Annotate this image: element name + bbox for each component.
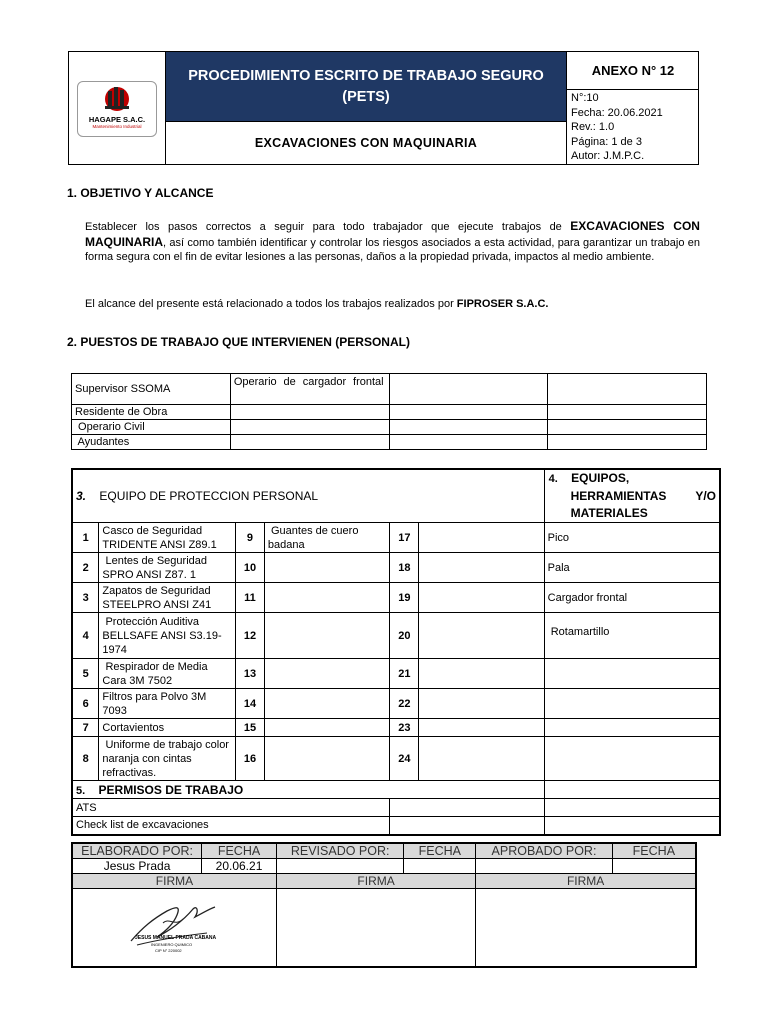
table-cell	[390, 817, 544, 835]
equipment-item	[544, 659, 720, 689]
ppe-number: 10	[235, 553, 264, 583]
section-4-heading-line2b: Y/O	[695, 489, 716, 503]
ppe-item	[264, 689, 390, 719]
ppe-item	[419, 719, 544, 737]
table-cell	[548, 405, 707, 420]
section-4-heading-line3: MATERIALES	[570, 506, 648, 520]
ppe-item	[264, 737, 390, 781]
ppe-item: Guantes de cuero badana	[264, 523, 390, 553]
doc-page: Página: 1 de 3	[571, 135, 642, 148]
ppe-number: 2	[72, 553, 99, 583]
ppe-item	[264, 553, 390, 583]
document-metadata	[566, 90, 698, 164]
table-cell: Supervisor SSOMA	[72, 374, 231, 405]
elaborado-date: 20.06.21	[202, 859, 277, 874]
table-cell	[544, 781, 720, 799]
fecha-label: FECHA	[612, 843, 696, 859]
ppe-item: Filtros para Polvo 3M 7093	[99, 689, 236, 719]
signature-stamp-cip: CIP N° 220002	[155, 948, 182, 953]
title-line-2: (PETS)	[342, 89, 390, 105]
firma-label: FIRMA	[276, 874, 475, 889]
ppe-item	[419, 523, 544, 553]
revisado-name	[276, 859, 404, 874]
table-row	[72, 405, 707, 420]
section-2-heading: 2. PUESTOS DE TRABAJO QUE INTERVIENEN (PERSONAL)	[67, 335, 410, 349]
ppe-number: 18	[390, 553, 419, 583]
equipment-item: Pala	[544, 553, 720, 583]
table-cell	[230, 405, 389, 420]
table-cell	[389, 435, 548, 450]
ppe-number: 14	[235, 689, 264, 719]
equipment-item	[544, 719, 720, 737]
ppe-item	[264, 583, 390, 613]
section-1-heading: 1. OBJETIVO Y ALCANCE	[67, 186, 214, 200]
table-row	[72, 523, 720, 553]
table-row	[72, 689, 720, 719]
ppe-item: Respirador de Media Cara 3M 7502	[99, 659, 236, 689]
approval-table	[71, 842, 697, 968]
section-4-heading-line2a: HERRAMIENTAS	[570, 489, 667, 503]
signature-stamp-title: INGENIERO QUIMICO	[151, 942, 193, 947]
logo-tagline: Mantenimiento Industrial	[92, 124, 142, 129]
section-4-number: 4.	[548, 473, 558, 485]
ppe-item	[419, 583, 544, 613]
revisado-label: REVISADO POR:	[276, 843, 404, 859]
ppe-number: 15	[235, 719, 264, 737]
ppe-item: Protección Auditiva BELLSAFE ANSI S3.19-1974	[99, 613, 236, 659]
doc-date: Fecha: 20.06.2021	[571, 106, 663, 119]
ppe-number: 17	[390, 523, 419, 553]
permit-item: Check list de excavaciones	[72, 817, 390, 835]
table-row	[72, 843, 696, 859]
table-row	[72, 469, 720, 523]
ppe-item	[264, 659, 390, 689]
ppe-number: 20	[390, 613, 419, 659]
table-row	[72, 737, 720, 781]
ppe-item	[419, 689, 544, 719]
table-row	[72, 889, 696, 967]
table-cell	[230, 435, 389, 450]
aprobado-date	[612, 859, 696, 874]
logo-cell	[69, 52, 166, 164]
ppe-item: Casco de Seguridad TRIDENTE ANSI Z89.1	[99, 523, 236, 553]
doc-number: N°:10	[571, 92, 599, 104]
ppe-number: 6	[72, 689, 99, 719]
logo-company-name: HAGAPE S.A.C.	[88, 115, 146, 124]
signature-elaborado	[72, 889, 276, 967]
equipment-item	[544, 737, 720, 781]
table-cell	[548, 374, 707, 405]
ppe-item	[419, 613, 544, 659]
table-cell	[544, 817, 720, 835]
ppe-number: 19	[390, 583, 419, 613]
equipment-item: Cargador frontal	[544, 583, 720, 613]
revisado-date	[404, 859, 476, 874]
ppe-heading-cell	[72, 469, 544, 523]
table-row	[72, 435, 707, 450]
table-cell: Residente de Obra	[72, 405, 231, 420]
document-header	[68, 51, 699, 165]
ppe-item	[264, 719, 390, 737]
ppe-number: 11	[235, 583, 264, 613]
table-cell	[548, 435, 707, 450]
table-row	[72, 781, 720, 799]
ppe-number: 1	[72, 523, 99, 553]
personnel-table	[71, 373, 707, 450]
fecha-label: FECHA	[202, 843, 277, 859]
table-row	[72, 719, 720, 737]
elaborado-label: ELABORADO POR:	[72, 843, 202, 859]
ppe-equipment-table	[71, 468, 721, 836]
fecha-label: FECHA	[404, 843, 476, 859]
ppe-item	[264, 613, 390, 659]
ppe-number: 22	[390, 689, 419, 719]
section-3-heading: EQUIPO DE PROTECCION PERSONAL	[99, 489, 319, 503]
table-cell	[389, 420, 548, 435]
table-row	[72, 659, 720, 689]
permit-item: ATS	[72, 799, 390, 817]
table-row	[72, 553, 720, 583]
firma-label: FIRMA	[72, 874, 276, 889]
table-row	[72, 859, 696, 874]
section-4-heading-line1: EQUIPOS,	[571, 471, 630, 485]
section-4-heading	[544, 469, 720, 523]
table-cell	[389, 405, 548, 420]
document-subtitle: EXCAVACIONES CON MAQUINARIA	[166, 121, 566, 165]
table-cell	[230, 420, 389, 435]
ppe-number: 7	[72, 719, 99, 737]
section-5-number: 5.	[76, 784, 86, 797]
scope-paragraph	[85, 297, 700, 312]
title-line-1: PROCEDIMIENTO ESCRITO DE TRABAJO SEGURO	[188, 68, 544, 84]
aprobado-label: APROBADO POR:	[476, 843, 613, 859]
elaborado-name: Jesus Prada	[72, 859, 202, 874]
ppe-number: 23	[390, 719, 419, 737]
table-cell: Operario Civil	[72, 420, 231, 435]
scope-text: El alcance del presente está relacionado a todos los trabajos realizados por	[85, 298, 457, 310]
ppe-item	[419, 659, 544, 689]
equipment-item: Pico	[544, 523, 720, 553]
aprobado-name	[476, 859, 613, 874]
firma-label: FIRMA	[476, 874, 696, 889]
company-logo	[77, 81, 157, 137]
table-row	[72, 874, 696, 889]
objective-text-end: , así como también identificar y controlar los riesgos asociados a esta actividad, para garantizar un trabajo en forma segura con el fin de evitar lesiones a las personas, daños a la propiedad privada, impactos al medio ambiente.	[85, 236, 700, 264]
objective-paragraph	[85, 219, 700, 265]
section-5-title: PERMISOS DE TRABAJO	[98, 782, 244, 797]
section-5-heading	[72, 781, 544, 799]
table-row	[72, 817, 720, 835]
ppe-number: 4	[72, 613, 99, 659]
signature-stamp-name: JESUS MANUEL PRADA CABANA	[135, 935, 217, 941]
ppe-item: Zapatos de Seguridad STEELPRO ANSI Z41	[99, 583, 236, 613]
ppe-number: 8	[72, 737, 99, 781]
ppe-number: 24	[390, 737, 419, 781]
ppe-number: 21	[390, 659, 419, 689]
table-cell: Operario de cargador frontal	[230, 374, 389, 405]
table-row	[72, 613, 720, 659]
signature-revisado	[276, 889, 475, 967]
ppe-number: 5	[72, 659, 99, 689]
table-row	[72, 799, 720, 817]
table-row	[72, 420, 707, 435]
ppe-item: Uniforme de trabajo color naranja con cintas refractivas.	[99, 737, 236, 781]
equipment-item	[544, 689, 720, 719]
section-3-number: 3.	[76, 489, 87, 503]
equipment-item: Rotamartillo	[544, 613, 720, 659]
table-cell	[389, 374, 548, 405]
signature-aprobado	[476, 889, 696, 967]
table-cell: Ayudantes	[72, 435, 231, 450]
table-cell	[390, 799, 544, 817]
ppe-number: 13	[235, 659, 264, 689]
ppe-number: 16	[235, 737, 264, 781]
annex-number: ANEXO N° 12	[566, 52, 699, 90]
ppe-number: 12	[235, 613, 264, 659]
scope-company: FIPROSER S.A.C.	[456, 298, 549, 310]
table-row	[72, 374, 707, 405]
ppe-item: Lentes de Seguridad SPRO ANSI Z87. 1	[99, 553, 236, 583]
objective-text-start: Establecer los pasos correctos a seguir para todo trabajador que ejecute trabajos de	[85, 221, 571, 233]
table-cell	[544, 799, 720, 817]
document-title	[166, 52, 566, 121]
ppe-item	[419, 737, 544, 781]
table-cell	[548, 420, 707, 435]
ppe-item	[419, 553, 544, 583]
doc-author: Autor: J.M.P.C.	[571, 150, 645, 162]
objective-text-bold: EXCAVACIONES CON MAQUINARIA	[85, 219, 700, 249]
doc-revision: Rev.: 1.0	[571, 121, 615, 133]
ppe-number: 3	[72, 583, 99, 613]
table-row	[72, 583, 720, 613]
ppe-item: Cortavientos	[99, 719, 236, 737]
ppe-number: 9	[235, 523, 264, 553]
